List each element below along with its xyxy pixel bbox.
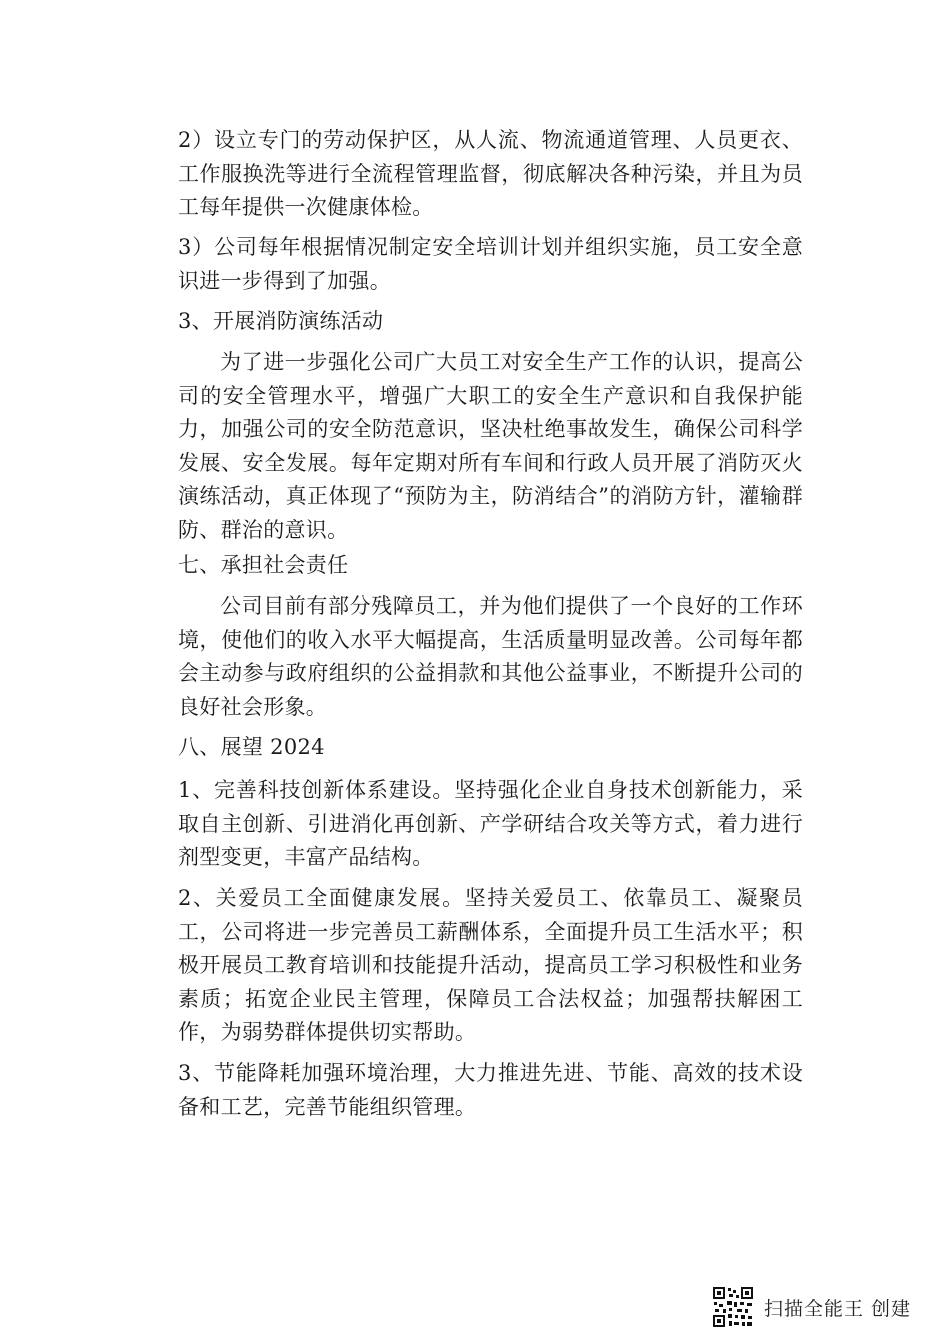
- heading-social-responsibility: 七、承担社会责任: [178, 553, 349, 577]
- paragraph-safety-training: 3）公司每年根据情况制定安全培训计划并组织实施，员工安全意识进一步得到了加强。: [178, 235, 803, 293]
- paragraph-fire-drill: 为了进一步强化公司广大员工对安全生产工作的认识，提高公司的安全管理水平，增强广大职工的安全生产意识和自我保护能力，加强公司的安全防范意识，坚决杜绝事故发生，确保公司科学发展、安全发展。每年定期对所有车间和行政人员开展了消防灭火演练活动，真正体现了“预防为主，防消结合”的消防方针，灌输群防、群治的意识。: [178, 350, 803, 542]
- paragraph-outlook-innovation: 1、完善科技创新体系建设。坚持强化企业自身技术创新能力，采取自主创新、引进消化再创新、产学研结合攻关等方式，着力进行剂型变更，丰富产品结构。: [178, 778, 803, 869]
- qr-code-icon: [712, 1286, 754, 1328]
- paragraph-social-responsibility: 公司目前有部分残障员工，并为他们提供了一个良好的工作环境，使他们的收入水平大幅提高，生活质量明显改善。公司每年都会主动参与政府组织的公益捐款和其他公益事业，不断提升公司的良好社会形象。: [178, 594, 803, 719]
- paragraph-outlook-employees: 2、关爱员工全面健康发展。坚持关爱员工、依靠员工、凝聚员工，公司将进一步完善员工薪酬体系，全面提升员工生活水平；积极开展员工教育培训和技能提升活动，提高员工学习积极性和业务素质；拓宽企业民主管理，保障员工合法权益；加强帮扶解困工作，为弱势群体提供切实帮助。: [178, 886, 803, 1044]
- paragraph-labor-protection: 2）设立专门的劳动保护区，从人流、物流通道管理、人员更衣、工作服换洗等进行全流程管理监督，彻底解决各种污染，并且为员工每年提供一次健康体检。: [178, 128, 803, 219]
- paragraph-outlook-energy: 3、节能降耗加强环境治理，大力推进先进、节能、高效的技术设备和工艺，完善节能组织管理。: [178, 1061, 803, 1119]
- heading-outlook: 八、展望 2024: [178, 735, 325, 759]
- watermark-label: 扫描全能王 创建: [764, 1297, 912, 1320]
- scanner-watermark: [712, 1286, 911, 1328]
- heading-fire-drill: 3、开展消防演练活动: [178, 309, 384, 333]
